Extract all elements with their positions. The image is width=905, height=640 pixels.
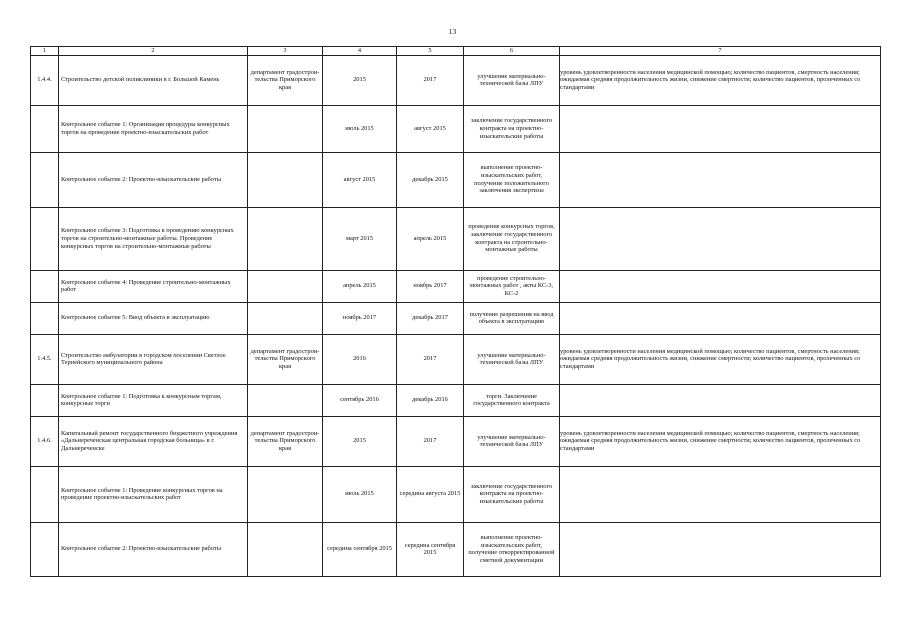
indicators-cell: уровень удовлетворенности населения медицинской помощью; количество пациентов, смертность населения; ожидаемая средняя продолжительность жизни, снижение смертности; количество пациентов, пролеченных со стандартами — [560, 334, 881, 384]
start-date-cell: 2015 — [323, 416, 397, 466]
end-date-cell: ноябрь 2017 — [397, 270, 464, 302]
end-date-cell: 2017 — [397, 55, 464, 105]
expected-result-cell: выполнение проектно-изыскательских работ, получение откорректированной сметной документации — [464, 522, 560, 576]
activity-name-cell: Контрольное событие 2: Проектно-изыскательские работы — [59, 522, 248, 576]
expected-result-cell: улучшение материально-технической базы ЛПУ — [464, 416, 560, 466]
table-row — [31, 302, 881, 334]
column-header: 1 — [31, 47, 59, 56]
row-number-cell — [31, 207, 59, 270]
row-number-cell — [31, 522, 59, 576]
table-row — [31, 105, 881, 152]
executor-cell — [248, 466, 323, 522]
expected-result-cell: заключение государственного контракта на проектно-изыскательские работы — [464, 466, 560, 522]
table-row — [31, 152, 881, 207]
expected-result-cell: проведение строительно-монтажных работ , акты КС-3, КС-2 — [464, 270, 560, 302]
table-row — [31, 270, 881, 302]
column-header: 3 — [248, 47, 323, 56]
expected-result-cell: торги. Заключение государственного контракта — [464, 384, 560, 416]
executor-cell: департамент градострои-тельства Приморского края — [248, 416, 323, 466]
end-date-cell: декабрь 2017 — [397, 302, 464, 334]
table-row — [31, 55, 881, 105]
row-number-cell: 1.4.5. — [31, 334, 59, 384]
row-number-cell: 1.4.6. — [31, 416, 59, 466]
table-row — [31, 334, 881, 384]
executor-cell — [248, 270, 323, 302]
start-date-cell: март 2015 — [323, 207, 397, 270]
indicators-cell — [560, 207, 881, 270]
activity-name-cell: Контрольное событие 1: Организация процедуры конкурсных торгов на проведение проектно-изыскательских работ — [59, 105, 248, 152]
indicators-cell: уровень удовлетворенности населения медицинской помощью; количество пациентов, смертность населения; ожидаемая средняя продолжительность жизни, снижение смертности; количество пациентов, пролеченных со стандартами — [560, 55, 881, 105]
row-number-cell — [31, 466, 59, 522]
activity-name-cell: Контрольное событие 5: Ввод объекта в эксплуатацию — [59, 302, 248, 334]
table-row — [31, 466, 881, 522]
executor-cell — [248, 207, 323, 270]
start-date-cell: апрель 2015 — [323, 270, 397, 302]
start-date-cell: август 2015 — [323, 152, 397, 207]
column-header: 4 — [323, 47, 397, 56]
end-date-cell: август 2015 — [397, 105, 464, 152]
expected-result-cell: получение разрешения на ввод объекта в эксплуатацию — [464, 302, 560, 334]
start-date-cell: июль 2015 — [323, 466, 397, 522]
page-number: 13 — [448, 27, 457, 36]
column-header: 5 — [397, 47, 464, 56]
executor-cell — [248, 152, 323, 207]
expected-result-cell: улучшение материально-технической базы ЛПУ — [464, 55, 560, 105]
start-date-cell: середина сентября 2015 — [323, 522, 397, 576]
row-number-cell — [31, 384, 59, 416]
executor-cell — [248, 105, 323, 152]
end-date-cell: середина сентября 2015 — [397, 522, 464, 576]
row-number-cell — [31, 270, 59, 302]
row-number-cell — [31, 302, 59, 334]
table-row — [31, 522, 881, 576]
table-row — [31, 207, 881, 270]
start-date-cell: сентябрь 2016 — [323, 384, 397, 416]
row-number-cell — [31, 105, 59, 152]
expected-result-cell: заключение государственного контракта на проектно-изыскательские работы — [464, 105, 560, 152]
indicators-cell — [560, 270, 881, 302]
indicators-cell: уровень удовлетворенности населения медицинской помощью; количество пациентов, смертность населения; ожидаемая средняя продолжительность жизни, снижение смертности; количество пациентов, пролеченных со стандартами — [560, 416, 881, 466]
row-number-cell: 1.4.4. — [31, 55, 59, 105]
indicators-cell — [560, 302, 881, 334]
end-date-cell: 2017 — [397, 334, 464, 384]
activity-name-cell: Контрольное событие 4: Проведение строительно-монтажных работ — [59, 270, 248, 302]
activity-name-cell: Контрольное событие 3: Подготовка к проведению конкурсных торгов на строительно-монтажные работы. Проведение конкурсных торгов на строительно-монтажные работы — [59, 207, 248, 270]
indicators-cell — [560, 152, 881, 207]
activity-name-cell: Контрольное событие 1: Проведение конкурсных торгов на проведение проектно-изыскательских работ — [59, 466, 248, 522]
column-header: 6 — [464, 47, 560, 56]
executor-cell — [248, 384, 323, 416]
expected-result-cell: улучшение материально-технической базы ЛПУ — [464, 334, 560, 384]
activity-name-cell: Контрольное событие 2: Проектно-изыскательские работы — [59, 152, 248, 207]
header-row — [31, 47, 881, 56]
column-header: 7 — [560, 47, 881, 56]
row-number-cell — [31, 152, 59, 207]
plan-table — [30, 46, 881, 577]
start-date-cell: июль 2015 — [323, 105, 397, 152]
activity-name-cell: Капитальный ремонт государственного бюджетного учреждения «Дальнереченская центральная городская больница» в г. Дальнереченске — [59, 416, 248, 466]
end-date-cell: декабрь 2016 — [397, 384, 464, 416]
executor-cell — [248, 522, 323, 576]
indicators-cell — [560, 466, 881, 522]
activity-name-cell: Строительство детской поликлиники в г. Большой Камень — [59, 55, 248, 105]
executor-cell — [248, 302, 323, 334]
start-date-cell: ноябрь 2017 — [323, 302, 397, 334]
start-date-cell: 2015 — [323, 55, 397, 105]
end-date-cell: 2017 — [397, 416, 464, 466]
end-date-cell: декабрь 2015 — [397, 152, 464, 207]
table-row — [31, 416, 881, 466]
executor-cell: департамент градострои-тельства Приморского края — [248, 55, 323, 105]
activity-name-cell: Контрольное событие 1: Подготовка к конкурсным торгам, конкурсные торги — [59, 384, 248, 416]
column-header: 2 — [59, 47, 248, 56]
expected-result-cell: проведение конкурсных торгов, заключение государственного контракта на строительно-монтажные работы — [464, 207, 560, 270]
table-row — [31, 384, 881, 416]
indicators-cell — [560, 384, 881, 416]
start-date-cell: 2016 — [323, 334, 397, 384]
end-date-cell: середина августа 2015 — [397, 466, 464, 522]
indicators-cell — [560, 105, 881, 152]
executor-cell: департамент градострои-тельства Приморского края — [248, 334, 323, 384]
end-date-cell: апрель 2015 — [397, 207, 464, 270]
activity-name-cell: Строительство амбулатории в городском поселении Светлое Тернейского муниципального района — [59, 334, 248, 384]
indicators-cell — [560, 522, 881, 576]
expected-result-cell: выполнение проектно-изыскательских работ, получение положительного заключения экспертизы — [464, 152, 560, 207]
